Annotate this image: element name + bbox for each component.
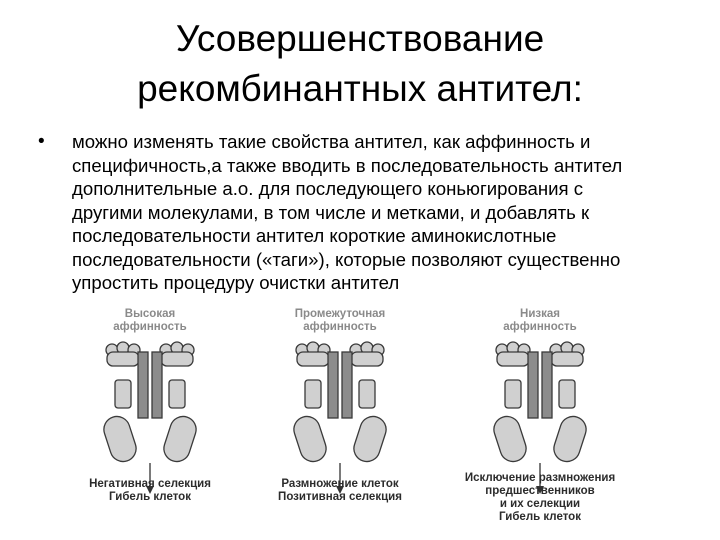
bullet-line: упростить процедуру очистки антител [72,272,400,293]
label-line: Исключение размножения [464,472,616,484]
bullet-line: специфичность,а также вводить в последовательность антител [72,154,623,176]
panel-1-top-label [85,308,215,334]
label-line: Промежуточная [294,308,386,320]
panel-1-bottom-label [55,478,245,504]
antibody-affinity-diagram [0,305,720,540]
antibody-intermediate-affinity-icon [275,338,405,498]
label-line: и их селекции [499,498,581,510]
label-line: Гибель клеток [109,491,191,503]
label-line: аффинность [113,321,187,333]
label-line: предшественников [485,485,595,497]
panel-2-bottom-label [245,478,435,504]
label-line: Размножение клеток [281,478,399,490]
bullet-marker: • [38,131,45,152]
label-line: Низкая [520,308,560,320]
title-line-1: Усовершенствование [175,18,545,59]
title-line-2: рекомбинантных антител: [137,68,583,109]
label-line: аффинность [503,321,577,333]
label-line: Гибель клеток [499,511,581,523]
antibody-high-affinity-icon [85,338,215,498]
bullet-text [72,130,688,295]
label-line: Высокая [124,308,176,320]
panel-3-top-label [475,308,605,334]
bullet-line: последовательности («таги»), которые позволяют существенно [72,248,621,270]
bullet-line: другими молекулами, в том числе и метками, и добавлять к [72,201,590,223]
bullet-line: можно изменять такие свойства антител, как аффинность и [72,131,591,152]
panel-2-top-label [275,308,405,334]
label-line: Позитивная селекция [278,491,402,503]
label-line: Негативная селекция [89,478,211,490]
bullet-line: последовательности антител короткие аминокислотные [72,225,557,246]
bullet-line: дополнительные а.о. для последующего коньюгирования с [72,178,584,199]
bullet-item [38,130,688,295]
slide-title [0,14,720,114]
panel-3-bottom-label [440,472,640,524]
label-line: аффинность [303,321,377,333]
